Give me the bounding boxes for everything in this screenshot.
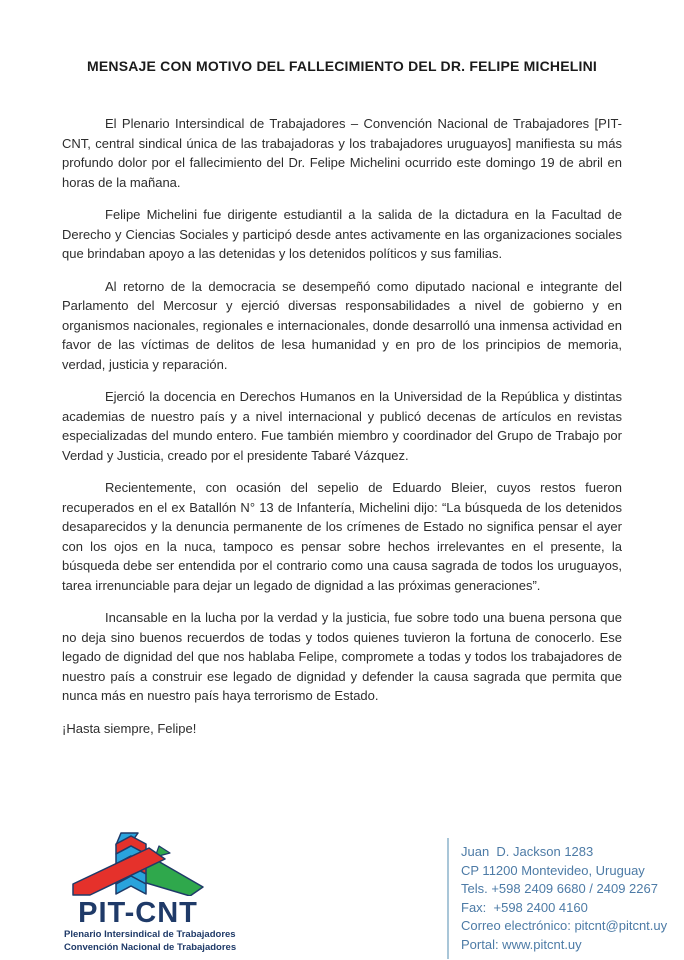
contact-address: Juan D. Jackson 1283 — [461, 844, 594, 859]
paragraph-3: Al retorno de la democracia se desempeñó como diputado nacional e integrante del Parlamento del Mercosur y ejerció diversas responsabilidades a nivel de gobierno y en organismos nacionales, regionales e internacionales, donde desarrolló una inmensa actividad en favor de las víctimas de delitos de lesa humanidad y en pro de los principios de memoria, verdad, justicia y reparación. — [62, 278, 622, 372]
contact-portal: Portal: www.pitcnt.uy — [461, 936, 582, 952]
document-title: MENSAJE CON MOTIVO DEL FALLECIMIENTO DEL DR. FELIPE MICHELINI — [86, 58, 597, 74]
contact-phones: Tels. +598 2409 6680 / 2409 2267 — [461, 881, 658, 896]
logo-subtitle-1: Plenario Intersindical de Trabajadores — [64, 929, 236, 940]
pitcnt-braid-icon — [72, 832, 204, 896]
logo-title: PIT-CNT — [78, 897, 198, 929]
contact-city: CP 11200 Montevideo, Uruguay — [461, 862, 645, 878]
footer — [0, 828, 684, 960]
paragraph-1: El Plenario Intersindical de Trabajadores – Convención Nacional de Trabajadores [PIT-CNT, central sindical única de las trabajadoras y los trabajadores uruguayos] manifiesta su más profundo dolor por el fallecimiento del Dr. Felipe Michelini ocurrido este domingo 19 de abril en horas de la mañana. — [62, 116, 622, 190]
closing-line: ¡Hasta siempre, Felipe! — [62, 720, 197, 736]
contact-fax: Fax: +598 2400 4160 — [461, 899, 588, 915]
paragraph-4: Ejerció la docencia en Derechos Humanos en la Universidad de la República y distintas academias de nuestro país y a nivel internacional y publicó decenas de artículos en revistas especializadas del mundo entero. Fue también miembro y coordinador del Grupo de Trabajo por Verdad y Justicia, creado por el presidente Tabaré Vázquez. — [62, 389, 622, 463]
pitcnt-logo — [64, 832, 237, 954]
paragraph-2: Felipe Michelini fue dirigente estudiantil a la salida de la dictadura en la Facultad de Derecho y Ciencias Sociales y participó desde antes activamente en las organizaciones sociales que brindaban apoyo a las detenidas y los detenidos políticos y sus familias. — [62, 207, 622, 261]
paragraph-6: Incansable en la lucha por la verdad y la justicia, fue sobre todo una buena persona que no deja sino buenos recuerdos de todas y todos quienes tuvieron la fortuna de conocerlo. Ese legado de dignidad del que nos hablaba Felipe, compromete a todas y todos los trabajadores de nuestro país a construir ese legado de dignidad y defender la causa sagrada que permita que nunca más en nuestro país haya terrorismo de Estado. — [62, 610, 622, 703]
paragraph-5: Recientemente, con ocasión del sepelio de Eduardo Bleier, cuyos restos fueron recuperados en el ex Batallón N° 13 de Infantería, Michelini dijo: “La búsqueda de los detenidos desaparecidos y la denuncia permanente de los crímenes de Estado no significa pensar el ayer con los ojos en la nuca, tampoco es pensar sobre hechos irrelevantes en el presente, la búsqueda debe ser entendida por el contrario como una causa sagrada de todos los uruguayos, tarea irrenunciable para dejar un legado de dignidad a las próximas generaciones”. — [62, 480, 622, 593]
contact-info — [447, 838, 667, 959]
contact-email: Correo electrónico: pitcnt@pitcnt.uy — [461, 918, 668, 933]
document-body — [62, 114, 622, 738]
logo-subtitle-2: Convención Nacional de Trabajadores — [64, 942, 237, 953]
